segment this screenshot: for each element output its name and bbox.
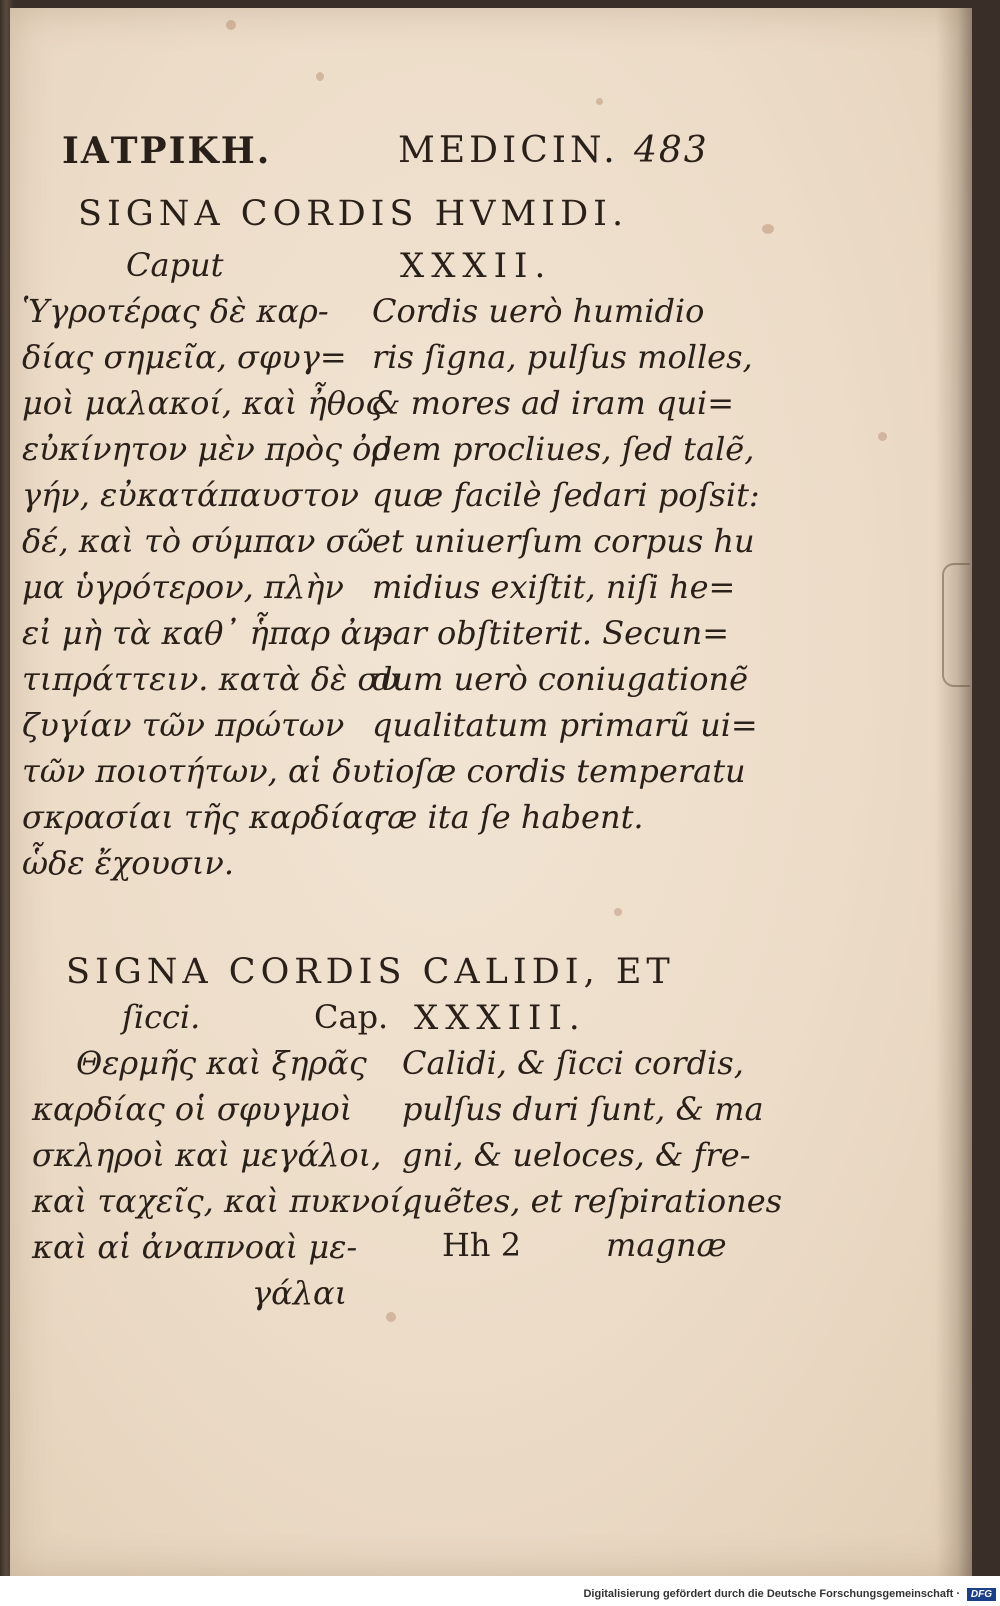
- book-page: [10, 8, 972, 1576]
- greek-line: καρδίας οἱ σφυγμοὶ: [32, 1090, 353, 1128]
- greek-line: σκληροὶ καὶ μεγάλοι,: [32, 1136, 382, 1174]
- greek-line: δέ, καὶ τὸ σύμπαν σῶ: [22, 522, 374, 560]
- running-head-greek: ΙΑΤΡΙΚΗ.: [62, 130, 272, 172]
- cap-label: Cap.: [314, 998, 389, 1036]
- page-number: 483: [634, 130, 709, 171]
- latin-line: pulſus duri ſunt, & ma: [402, 1090, 764, 1128]
- greek-line: σκρασίαι τῆς καρδίας: [22, 798, 382, 836]
- latin-line: et uniuerſum corpus hu: [372, 522, 755, 560]
- greek-line: μοὶ μαλακοί, καὶ ἦθος: [22, 384, 384, 422]
- greek-line: ζυγίαν τῶν πρώτων: [22, 706, 345, 744]
- latin-line: dem procliues, ſed talẽ,: [372, 430, 755, 468]
- page-edge-shadow: [936, 8, 972, 1576]
- greek-line: γήν, εὐκατάπαυστον: [22, 476, 359, 514]
- latin-line: par obſtiterit. Secun=: [372, 614, 730, 652]
- signature-mark: Hh 2: [442, 1226, 522, 1264]
- greek-line: τῶν ποιοτήτων, αἱ δυ: [22, 752, 372, 790]
- latin-column-section2: [402, 1040, 782, 1224]
- greek-line: εὐκίνητον μὲν πρὸς ὀρ: [22, 430, 391, 468]
- catchword: magnæ: [606, 1226, 727, 1264]
- greek-line: ὧδε ἔχουσιν.: [22, 844, 234, 882]
- section-heading-humidi: SIGNA CORDIS HVMIDI.: [78, 194, 629, 234]
- latin-line: quæ facilè ſedari poſsit:: [372, 476, 760, 514]
- latin-line: qualitatum primarũ ui=: [372, 706, 758, 744]
- greek-column-section2: [32, 1040, 412, 1316]
- greek-line: εἰ μὴ τὰ καθ᾽ ἧπαρ ἀν-: [22, 614, 393, 652]
- latin-column-section1: [372, 288, 760, 840]
- greek-column-section1: [22, 288, 399, 886]
- latin-line: ræ ita ſe habent.: [372, 798, 644, 836]
- foxing-stain: [614, 908, 622, 916]
- foxing-stain: [226, 20, 236, 30]
- dfg-logo: DFG: [967, 1588, 996, 1601]
- latin-line: midius exiſtit, niſi he=: [372, 568, 736, 606]
- greek-line: μα ὑγρότερον, πλὴν: [22, 568, 344, 606]
- greek-line: τιπράττειν. κατὰ δὲ συ: [22, 660, 399, 698]
- digitization-credit: Digitalisierung gefördert durch die Deutsche Forschungsgemeinschaft ·: [583, 1588, 960, 1600]
- foxing-stain: [596, 98, 603, 105]
- foxing-stain: [878, 432, 887, 441]
- latin-line: dum uerò coniugationẽ: [372, 660, 748, 698]
- latin-line: & mores ad iram qui=: [372, 384, 735, 422]
- latin-line: quẽtes, et reſpirationes: [402, 1182, 783, 1220]
- latin-line: Calidi, & ſicci cordis,: [402, 1044, 744, 1082]
- footer-bar: [0, 1576, 1000, 1606]
- greek-line: καὶ αἱ ἀναπνοαὶ με-: [32, 1228, 358, 1266]
- caput-label: Caput: [126, 246, 224, 284]
- greek-line: Θερμῆς καὶ ξηρᾶς: [76, 1044, 367, 1082]
- latin-line: Cordis uerò humidio: [372, 292, 705, 330]
- greek-line: καὶ ταχεῖς, καὶ πυκνοί,: [32, 1182, 413, 1220]
- section-heading-calidi: SIGNA CORDIS CALIDI, ET: [66, 952, 675, 992]
- sicci-label: ſicci.: [122, 998, 201, 1036]
- latin-line: tioſæ cordis temperatu: [372, 752, 746, 790]
- greek-line: δίας σημεῖα, σφυγ=: [22, 338, 347, 376]
- foxing-stain: [762, 224, 774, 234]
- page-edge-tab: [942, 563, 970, 687]
- latin-line: gni, & ueloces, & fre-: [402, 1136, 751, 1174]
- foxing-stain: [316, 72, 324, 81]
- chapter-numeral-xxxii: XXXII.: [400, 246, 553, 286]
- latin-line: ris ſigna, pulſus molles,: [372, 338, 753, 376]
- greek-line: γάλαι: [252, 1274, 348, 1312]
- greek-line: Ὑγροτέρας δὲ καρ-: [22, 292, 329, 330]
- running-head-latin: MEDICIN.: [398, 130, 619, 171]
- chapter-numeral-xxxiii: XXXIII.: [414, 998, 587, 1038]
